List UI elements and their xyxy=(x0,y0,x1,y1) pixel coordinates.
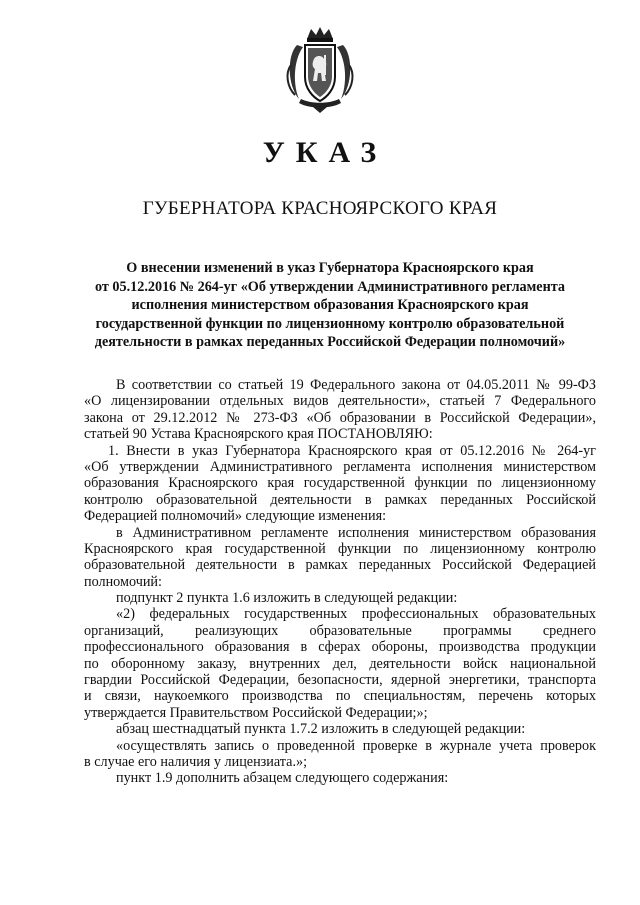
body-line: в Административном регламенте исполнения министерством образования xyxy=(116,524,596,541)
heading-line: исполнения министерством образования Красноярского края xyxy=(131,297,529,314)
body-line: в случае его наличия у лицензиата.»; xyxy=(84,753,308,770)
body-line: В соответствии со статьей 19 Федерального закона от 04.05.2011 № 99-ФЗ xyxy=(116,377,596,393)
heading-line: от 05.12.2016 № 264-уг «Об утверждении Административного регламента xyxy=(94,278,566,295)
body-line: 1. Внести в указ Губернатора Красноярского края от 05.12.2016 № 264-уг xyxy=(108,442,596,459)
body-line: организаций, реализующих образовательные программы среднего xyxy=(84,622,596,639)
document-title: УКАЗ xyxy=(262,136,388,169)
body-line: образования Красноярского края государственной функции по лицензионному xyxy=(84,475,596,492)
body-line: контролю образовательной деятельности в рамках переданных Российской xyxy=(84,491,596,508)
body-line: абзац шестнадцатый пункта 1.7.2 изложить в следующей редакции: xyxy=(116,721,526,738)
body-line: профессионального образования в сферах обороны, производства продукции xyxy=(84,639,596,656)
body-line: по оборонному заказу, внутренних дел, деятельности войск национальной xyxy=(84,655,596,672)
document-subtitle: ГУБЕРНАТОРА КРАСНОЯРСКОГО КРАЯ xyxy=(142,198,498,219)
krasnoyarsk-coat-of-arms-icon xyxy=(283,25,357,113)
body-line: «О лицензировании отдельных видов деятельности», статьей 7 Федерального xyxy=(84,393,596,410)
body-line: «осуществлять запись о проведенной проверке в журнале учета проверок xyxy=(116,737,596,754)
heading-line: О внесении изменений в указ Губернатора Красноярского края xyxy=(126,260,534,276)
body-line: «2) федеральных государственных профессиональных образовательных xyxy=(116,606,596,623)
decree-heading xyxy=(80,259,580,352)
body-line: подпункт 2 пункта 1.6 изложить в следующей редакции: xyxy=(116,590,458,607)
body-line: Федерацией полномочий» следующие изменения: xyxy=(84,508,387,525)
heading-line: государственной функции по лицензионному контролю образовательной xyxy=(95,315,565,332)
body-line: и связи, наукоемкого производства по специальностям, перечень которых xyxy=(84,688,596,705)
body-line: «Об утверждении Административного регламента исполнения министерством xyxy=(84,458,596,475)
body-line: полномочий: xyxy=(84,573,162,590)
body-line: гвардии Российской Федерации, безопасности, ядерной энергетики, транспорта xyxy=(84,672,596,689)
body-line: утверждается Правительством Российской Федерации;»; xyxy=(84,704,428,721)
heading-line: деятельности в рамках переданных Российской Федерации полномочий» xyxy=(94,334,566,351)
body-line: образовательной деятельности в рамках переданных Российской Федерацией xyxy=(84,557,596,574)
body-line: статьей 90 Устава Красноярского края ПОСТАНОВЛЯЮ: xyxy=(84,426,433,443)
body-line: пункт 1.9 дополнить абзацем следующего содержания: xyxy=(116,770,449,787)
decree-body xyxy=(84,377,596,787)
body-line: закона от 29.12.2012 № 273-ФЗ «Об образовании в Российской Федерации», xyxy=(84,409,596,426)
body-line: Красноярского края государственной функции по лицензионному контролю xyxy=(84,540,596,557)
